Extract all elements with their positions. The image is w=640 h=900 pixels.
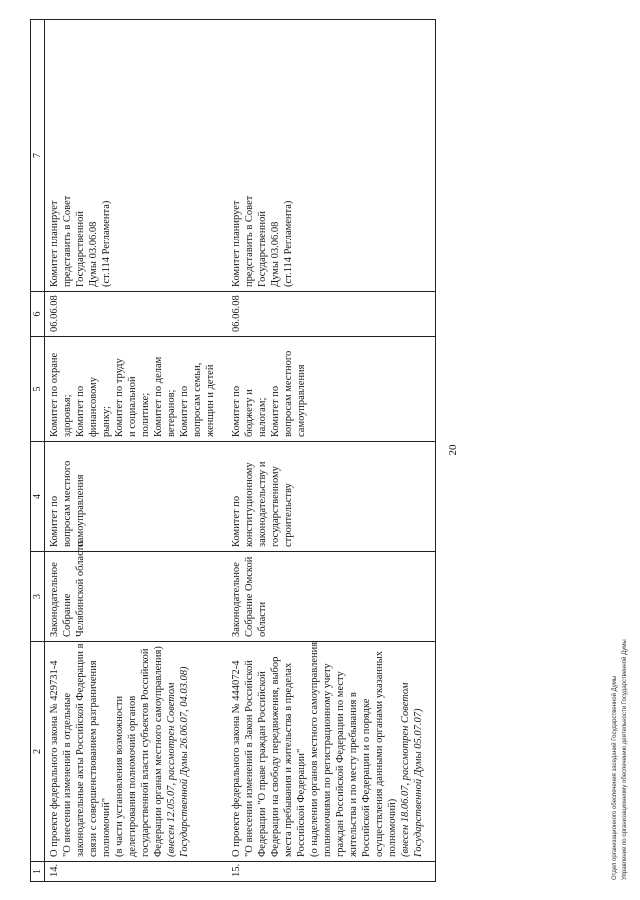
- column-header: 1: [31, 862, 45, 882]
- cell-line: 06.06.08: [231, 295, 242, 332]
- cell-line: Комитет по: [270, 385, 281, 437]
- cell-line: делегирования полномочий органов: [127, 695, 138, 857]
- cell-line: Российской Федерации и о порядке: [361, 698, 372, 857]
- cell-line: полномочий): [387, 798, 398, 857]
- cell-line: граждан Российской Федерации по месту: [335, 671, 346, 857]
- cell-line: Комитет планирует: [49, 200, 60, 287]
- cell-line: Законодательное: [231, 562, 242, 637]
- row-number-cell: [45, 862, 228, 882]
- cell-line: Собрание: [62, 593, 73, 637]
- cell-line: Федерации на свободу передвижения, выбор: [270, 656, 281, 857]
- cell-line: места пребывания и жительства в пределах: [283, 662, 294, 857]
- footer-line: Управление по организационному обеспечению деятельности Государственной Думы: [622, 639, 628, 880]
- cell-line: Комитет планирует: [231, 200, 242, 287]
- cell-line: 06.06.08: [49, 295, 60, 332]
- table-row: [227, 20, 436, 882]
- date-cell: [45, 292, 228, 337]
- initiator-cell: [45, 541, 228, 642]
- column-header: 7: [31, 20, 45, 292]
- cell-line: Государственной Думы 05.07.07): [413, 708, 424, 857]
- cell-line: вопросам местного: [283, 350, 294, 437]
- cell-line: Комитет по: [231, 495, 242, 547]
- legislation-table: [30, 19, 436, 882]
- cell-line: конституционному: [244, 462, 255, 547]
- cell-line: "О внесении изменений в Закон Российской: [244, 660, 255, 857]
- column-header: 3: [31, 552, 45, 642]
- footer-line: Отдел организационного обеспечения заседаний Государственной Думы: [612, 675, 618, 880]
- initiator-cell: [227, 552, 436, 642]
- cell-line: представить в Совет: [244, 195, 255, 287]
- cell-line: (о наделении органов местного самоуправления: [309, 641, 320, 857]
- cell-line: Думы 03.06.08: [270, 221, 281, 287]
- cell-line: строительству: [283, 483, 294, 547]
- cell-line: вопросам местного: [62, 460, 73, 547]
- cell-line: Думы 03.06.08: [88, 221, 99, 287]
- row-number-cell: [227, 862, 436, 882]
- cell-line: здоровья;: [62, 394, 73, 437]
- cell-line: Комитет по труду: [114, 358, 125, 437]
- cell-line: Комитет по: [75, 385, 86, 437]
- cell-line: 15.: [231, 863, 242, 877]
- cell-line: Государственной Думы 26.06.07, 04.03.08): [179, 666, 190, 857]
- cell-line: Комитет по: [231, 385, 242, 437]
- cell-line: государственной власти субъектов Российской: [140, 648, 151, 857]
- column-header: 4: [31, 442, 45, 552]
- cell-line: полномочий": [101, 797, 112, 857]
- cell-line: области: [257, 601, 268, 637]
- bill-description-cell: [45, 642, 228, 862]
- cell-line: (ст.114 Регламента): [283, 200, 294, 287]
- cell-line: О проекте федерального закона № 444072-4: [231, 660, 242, 857]
- column-header: 5: [31, 337, 45, 442]
- cell-line: Комитет по: [179, 385, 190, 437]
- cell-line: Законодательное: [49, 562, 60, 637]
- cell-line: Комитет по делам: [153, 356, 164, 437]
- cell-line: государственному: [270, 466, 281, 547]
- cell-line: 14.: [49, 863, 60, 877]
- note-cell: [45, 20, 228, 292]
- cell-line: Российской Федерации": [296, 748, 307, 857]
- cell-line: законодательные акты Российской Федерации в: [75, 643, 86, 857]
- cell-line: законодательству и: [257, 461, 268, 547]
- cell-line: связи с совершенствованием разграничения: [88, 660, 99, 857]
- cell-line: жительства и по месту пребывания в: [348, 692, 359, 857]
- cell-line: Собрание Омской: [244, 556, 255, 637]
- cell-line: самоуправления: [75, 474, 86, 547]
- cell-line: (ст.114 Регламента): [101, 200, 112, 287]
- cell-line: (внесен 12.05.07, рассмотрен Советом: [166, 682, 177, 857]
- cell-line: (внесен 18.06.07, рассмотрен Советом: [400, 682, 411, 857]
- column-header: 6: [31, 292, 45, 337]
- responsible-committee-cell: [227, 442, 436, 552]
- cell-line: и социальной: [127, 376, 138, 437]
- cell-line: Комитет по охране: [49, 352, 60, 437]
- cell-line: "О внесении изменений в отдельные: [62, 692, 73, 857]
- date-cell: [227, 292, 436, 337]
- cell-line: полномочиями по регистрационному учету: [322, 663, 333, 857]
- cell-line: самоуправления: [296, 364, 307, 437]
- responsible-committee-cell: [45, 442, 228, 552]
- cell-line: (в части установления возможности: [114, 695, 125, 857]
- cell-line: женщин и детей: [205, 364, 216, 437]
- cell-line: бюджету и: [244, 389, 255, 437]
- cell-line: рынку;: [101, 406, 112, 437]
- cell-line: Федерации "О праве граждан Российской: [257, 671, 268, 857]
- cell-line: осуществления данными органами указанных: [374, 651, 385, 857]
- cell-line: О проекте федерального закона № 429731-4: [49, 660, 60, 857]
- cell-line: налогам;: [257, 397, 268, 437]
- page-number: 20: [447, 444, 459, 456]
- bill-description-cell: [227, 642, 436, 862]
- column-header: 2: [31, 642, 45, 862]
- cell-line: вопросам семьи,: [192, 362, 203, 437]
- cell-line: Комитет по: [49, 495, 60, 547]
- table-row: [45, 20, 228, 882]
- co-executors-cell: [227, 337, 436, 442]
- cell-line: ветеранов;: [166, 389, 177, 437]
- cell-line: Федерации органам местного самоуправления): [153, 646, 164, 857]
- cell-line: политике;: [140, 392, 151, 437]
- table-body: [45, 20, 436, 882]
- cell-line: Челябинской области: [75, 541, 86, 637]
- header-row: [31, 20, 45, 882]
- note-cell: [227, 20, 436, 292]
- cell-line: представить в Совет: [62, 195, 73, 287]
- cell-line: Государственной: [75, 211, 86, 287]
- cell-line: финансовому: [88, 376, 99, 437]
- cell-line: Государственной: [257, 211, 268, 287]
- co-executors-cell: [45, 337, 228, 442]
